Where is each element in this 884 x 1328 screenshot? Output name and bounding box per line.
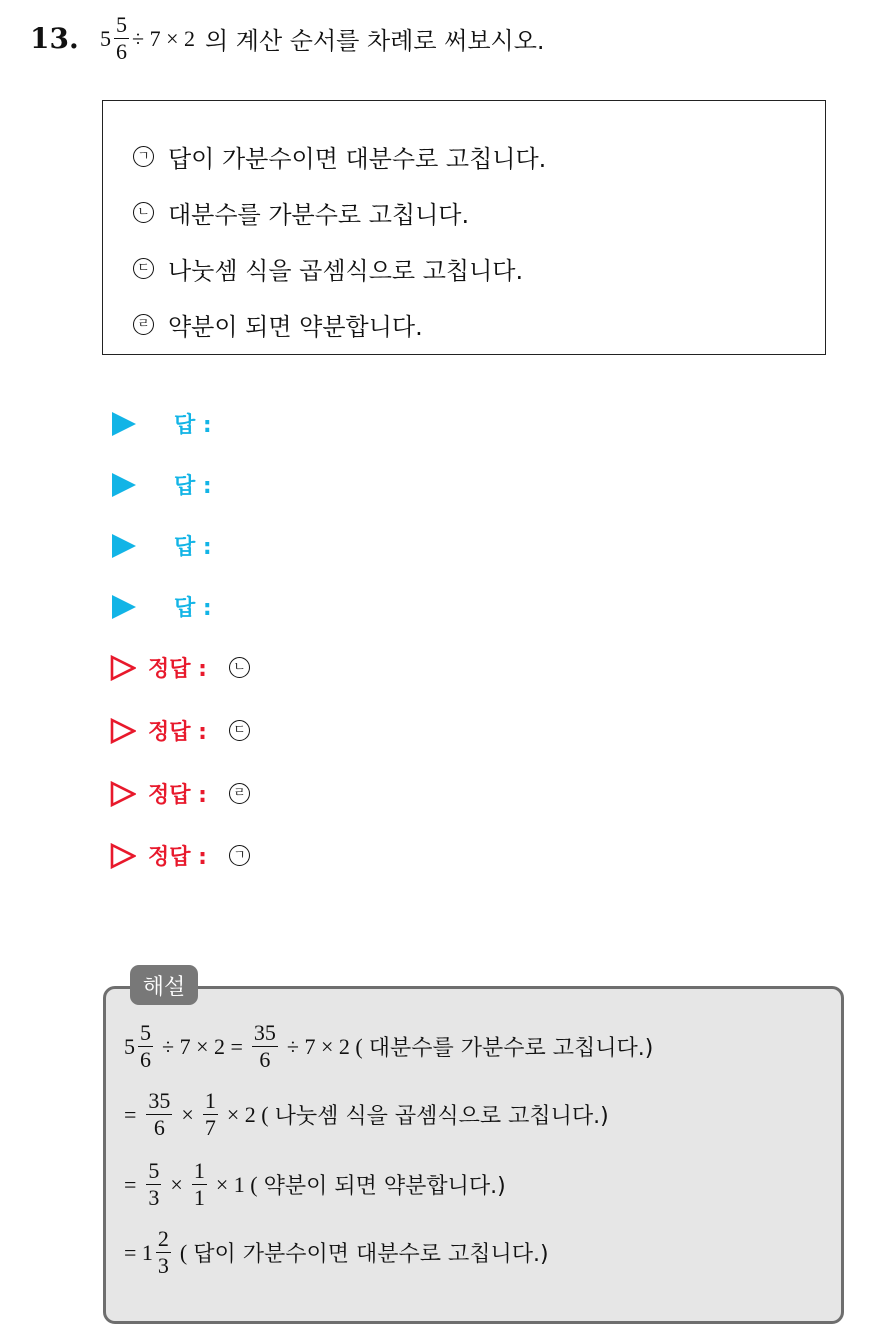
denominator: 7 [204, 1115, 216, 1140]
numerator: 5 [116, 12, 127, 37]
fraction [156, 1228, 171, 1277]
explanation-line-2 [124, 1090, 609, 1139]
operator: × [181, 1101, 194, 1127]
solution-row [110, 652, 250, 683]
solution-label: 정답 : [148, 657, 207, 682]
answer-row [112, 591, 212, 622]
answer-label: 답 : [174, 596, 212, 621]
answer-row [112, 408, 212, 439]
fraction [146, 1090, 172, 1139]
question-line [100, 14, 545, 63]
operator: ÷ 7 × 2 ( [286, 1033, 363, 1059]
circled-marker: ㄴ [133, 202, 154, 223]
circled-marker: ㄷ [133, 258, 154, 279]
denominator: 6 [140, 1047, 151, 1072]
question-text: 의 계산 순서를 차례로 써보시오. [204, 27, 545, 55]
operator: × 2 ( [226, 1101, 269, 1127]
explanation-tag: 해설 [130, 965, 198, 1005]
solution-marker: ㄹ [229, 783, 250, 804]
operator: × 1 ( [215, 1171, 258, 1197]
outline-arrow-icon [110, 843, 136, 869]
outline-arrow-icon [110, 781, 136, 807]
solution-row [110, 715, 250, 746]
denominator: 3 [148, 1185, 160, 1210]
denominator: 6 [153, 1115, 165, 1140]
solution-marker: ㄴ [229, 657, 250, 678]
option-item [133, 251, 523, 286]
play-arrow-icon [112, 534, 136, 558]
numerator: 5 [140, 1020, 151, 1045]
option-text: 대분수를 가분수로 고칩니다. [168, 201, 470, 229]
fraction [252, 1022, 278, 1071]
answer-row [112, 469, 212, 500]
explanation-line-3 [124, 1160, 506, 1209]
solution-label: 정답 : [148, 845, 207, 870]
solution-marker: ㄷ [229, 720, 250, 741]
numerator: 2 [157, 1226, 169, 1251]
whole: 5 [124, 1033, 135, 1059]
options-box [102, 100, 826, 355]
option-text: 나눗셈 식을 곱셈식으로 고칩니다. [168, 257, 524, 285]
fraction [146, 1160, 161, 1209]
answer-row [112, 530, 212, 561]
circled-marker: ㄹ [133, 314, 154, 335]
option-text: 답이 가분수이면 대분수로 고칩니다. [168, 145, 547, 173]
denominator: 3 [157, 1253, 169, 1278]
numerator: 1 [193, 1158, 205, 1183]
solution-row [110, 778, 250, 809]
operator: ÷ 7 × 2 = [162, 1033, 243, 1059]
circled-marker: ㄱ [133, 146, 154, 167]
fraction [203, 1090, 218, 1139]
fraction [192, 1160, 207, 1209]
numerator: 35 [253, 1020, 276, 1045]
operator: × [170, 1171, 183, 1197]
outline-arrow-icon [110, 655, 136, 681]
denominator: 1 [193, 1185, 205, 1210]
numerator: 5 [148, 1158, 160, 1183]
play-arrow-icon [112, 473, 136, 497]
option-item [133, 195, 469, 230]
solution-label: 정답 : [148, 783, 207, 808]
option-text: 약분이 되면 약분합니다. [168, 313, 423, 341]
solution-row [110, 840, 250, 871]
equals: = [124, 1171, 137, 1197]
answer-label: 답 : [174, 474, 212, 499]
option-item [133, 307, 423, 342]
denominator: 6 [116, 39, 127, 64]
play-arrow-icon [112, 412, 136, 436]
numerator: 1 [204, 1088, 216, 1113]
explanation-note: 대분수를 가분수로 고칩니다.) [368, 1036, 654, 1061]
numerator: 35 [148, 1088, 171, 1113]
explanation-line-4 [124, 1228, 549, 1277]
answer-label: 답 : [174, 413, 212, 438]
denominator: 6 [259, 1047, 271, 1072]
fraction [114, 14, 129, 63]
operator: ( [179, 1239, 188, 1265]
play-arrow-icon [112, 595, 136, 619]
outline-arrow-icon [110, 718, 136, 744]
option-item [133, 139, 546, 174]
solution-label: 정답 : [148, 720, 207, 745]
answer-label: 답 : [174, 535, 212, 560]
explanation-note: 약분이 되면 약분합니다.) [263, 1174, 506, 1199]
fraction [138, 1022, 153, 1071]
question-number: 13. [30, 22, 79, 55]
mixed-number-whole: 5 [100, 25, 111, 51]
expression-rest: ÷ 7 × 2 [132, 25, 195, 51]
explanation-note: 나눗셈 식을 곱셈식으로 고칩니다.) [274, 1104, 609, 1129]
explanation-line-1 [124, 1022, 653, 1071]
explanation-note: 답이 가분수이면 대분수로 고칩니다.) [193, 1242, 549, 1267]
equals: = 1 [124, 1239, 153, 1265]
solution-marker: ㄱ [229, 845, 250, 866]
equals: = [124, 1101, 137, 1127]
